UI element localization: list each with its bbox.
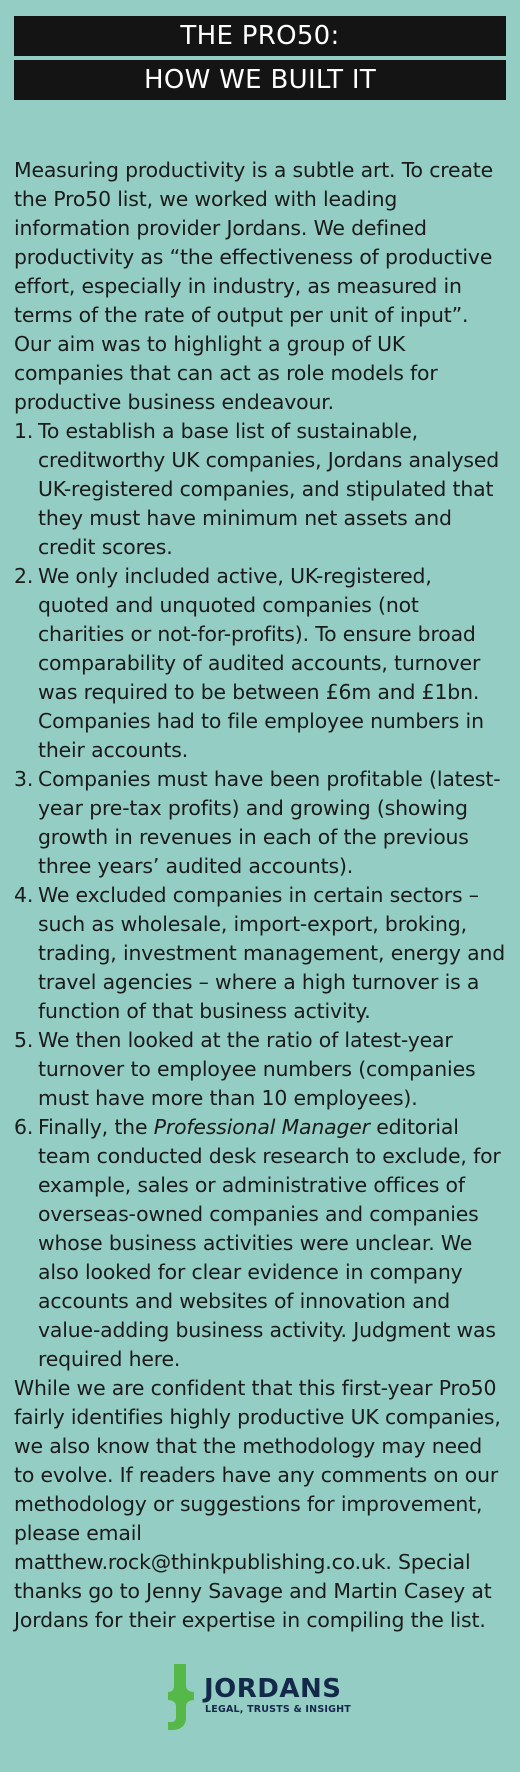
article-body <box>14 156 508 1635</box>
step-text-end: editorial team conducted desk research to exclude, for example, sales or administrative offices of overseas-owned companies and companies whose business activities were unclear. We also looked for clear evidence in company accounts and websites of innovation and value-adding business activity. Judgment was required here. <box>38 1115 501 1371</box>
step-number: 4. <box>14 883 34 907</box>
step-6 <box>14 1113 508 1374</box>
step-number: 3. <box>14 767 34 791</box>
step-3 <box>14 765 508 881</box>
step-text: We only included active, UK-registered, quoted and unquoted companies (not charities or not-for-profits). To ensure broad comparability of audited accounts, turnover was required to be between £6m and £1bn. Companies had to file employee numbers in their accounts. <box>38 564 484 762</box>
step-5 <box>14 1026 508 1113</box>
step-4 <box>14 881 508 1026</box>
jordans-logo <box>164 1660 364 1732</box>
methodology-steps <box>14 417 508 1374</box>
step-text: Companies must have been profitable (latest-year pre-tax profits) and growing (showing growth in revenues in each of the previous three years’ audited accounts). <box>38 767 501 878</box>
publication-name: Professional Manager <box>153 1115 370 1139</box>
step-number: 5. <box>14 1028 34 1052</box>
step-text-start: Finally, the <box>38 1115 154 1139</box>
step-text: To establish a base list of sustainable, creditworthy UK companies, Jordans analysed UK-registered companies, and stipulated that they must have minimum net assets and credit scores. <box>38 419 500 559</box>
closing-paragraph: While we are confident that this first-year Pro50 fairly identifies highly productive UK companies, we also know that the methodology may need to evolve. If readers have any comments on our methodology or suggestions for improvement, please email matthew.rock@thinkpublishing.co.uk. Special thanks go to Jenny Savage and Martin Casey at Jordans for their expertise in compiling the list. <box>14 1376 501 1632</box>
step-text <box>38 1113 508 1374</box>
step-number: 1. <box>14 419 34 443</box>
header <box>14 16 506 100</box>
step-number: 6. <box>14 1115 34 1139</box>
step-2 <box>14 562 508 765</box>
header-title-line-1: THE PRO50: <box>14 16 506 56</box>
intro-paragraph: Measuring productivity is a subtle art. To create the Pro50 list, we worked with leading information provider Jordans. We defined productivity as “the effectiveness of productive effort, especially in industry, as measured in terms of the rate of output per unit of input”. Our aim was to highlight a group of UK companies that can act as role models for productive business endeavour. <box>14 158 494 414</box>
logo-tagline: LEGAL, TRUSTS & INSIGHT <box>205 1704 351 1715</box>
logo-wordmark: JORDANS <box>204 1674 342 1704</box>
step-1 <box>14 417 508 562</box>
header-title-line-2: HOW WE BUILT IT <box>14 60 506 100</box>
step-text: We excluded companies in certain sectors – such as wholesale, import-export, broking, trading, investment management, energy and travel agencies – where a high turnover is a function of that business activity. <box>38 883 506 1023</box>
step-text: We then looked at the ratio of latest-year turnover to employee numbers (companies must have more than 10 employees). <box>38 1028 476 1110</box>
jordans-mark-icon <box>164 1660 198 1732</box>
step-number: 2. <box>14 564 34 588</box>
